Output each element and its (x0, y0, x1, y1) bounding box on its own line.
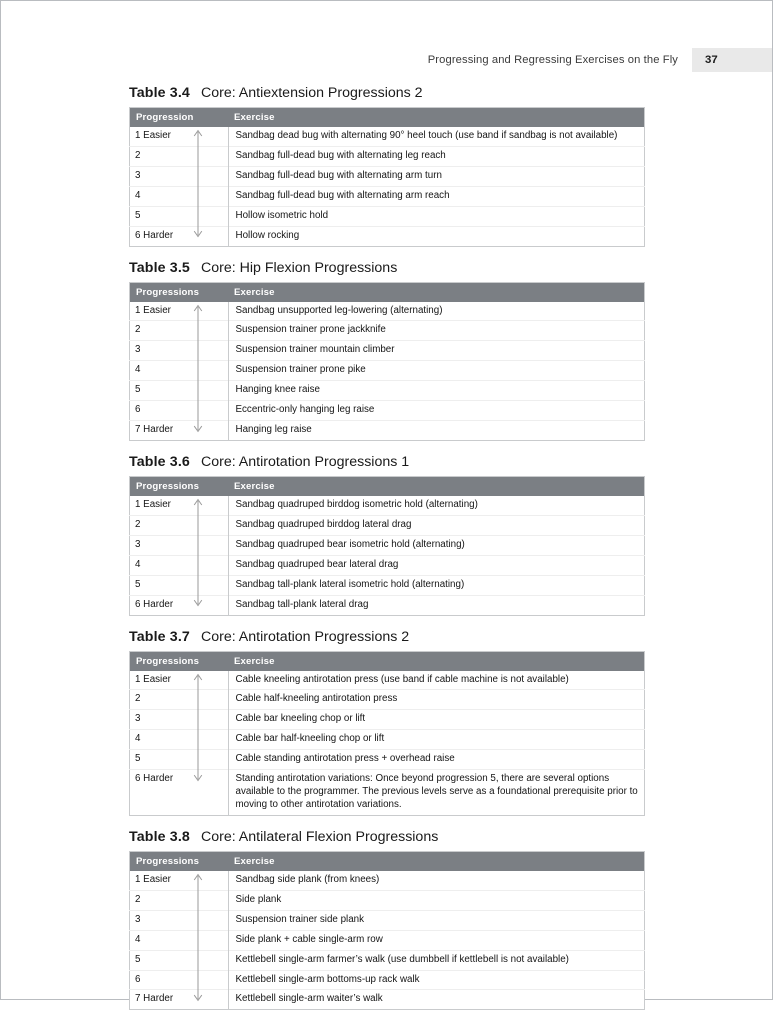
progression-level-cell (130, 910, 229, 930)
progression-level-label: 7 Harder (135, 993, 174, 1005)
table-header-row (130, 282, 645, 302)
progression-level-cell (130, 730, 229, 750)
progression-level-label: 5 (135, 953, 141, 965)
table-row (130, 341, 645, 361)
exercise-cell: Sandbag quadruped birddog lateral drag (228, 515, 645, 535)
page-content (129, 85, 645, 1010)
exercise-cell: Sandbag side plank (from knees) (235, 873, 380, 885)
progression-level-label: 5 (135, 753, 141, 765)
progression-level-label: 5 (135, 384, 141, 396)
exercise-cell: Sandbag unsupported leg-lowering (alternating) (235, 304, 443, 316)
table-row (130, 361, 645, 381)
column-header-exercise: Exercise (228, 651, 645, 671)
table-row (130, 206, 645, 226)
exercise-cell: Side plank + cable single-arm row (228, 930, 645, 950)
exercise-cell: Cable bar half-kneeling chop or lift (228, 730, 645, 750)
table-block (129, 85, 645, 247)
progression-level-cell (130, 321, 229, 341)
page-number: 37 (705, 54, 718, 66)
table-row (130, 575, 645, 595)
exercise-cell: Kettlebell single-arm farmer’s walk (use dumbbell if kettlebell is not available) (228, 950, 645, 970)
progression-level-cell (130, 361, 229, 381)
table-row (130, 910, 645, 930)
column-header-exercise: Exercise (228, 851, 645, 871)
progression-level-label: 2 (135, 324, 141, 336)
progression-level-label: 2 (135, 149, 141, 161)
progression-level-cell (130, 166, 229, 186)
progression-level-label: 3 (135, 169, 141, 181)
progression-level-label: 1 Easier (135, 304, 171, 316)
exercise-cell: Standing antirotation variations: Once beyond progression 5, there are several options available to the programmer. The previous levels serve as a foundational prerequisite prior to moving to other antirotation variations. (228, 770, 645, 816)
exercise-cell: Sandbag full-dead bug with alternating arm reach (228, 186, 645, 206)
table-header-row (130, 108, 645, 128)
table-caption (129, 85, 645, 101)
exercise-cell: Sandbag tall-plank lateral drag (228, 595, 645, 615)
table-block (129, 829, 645, 1010)
exercise-cell: Cable standing antirotation press + overhead raise (228, 750, 645, 770)
exercise-cell: Sandbag quadruped bear isometric hold (alternating) (228, 535, 645, 555)
progression-level-cell (130, 770, 229, 816)
table-caption-number: Table 3.7 (129, 628, 190, 645)
table-row (130, 950, 645, 970)
table-header-row (130, 476, 645, 496)
progression-level-label: 2 (135, 893, 141, 905)
table-wrapper (129, 476, 645, 616)
progression-level-label: 1 Easier (135, 673, 171, 685)
table-caption (129, 829, 645, 845)
progression-level-label: 5 (135, 578, 141, 590)
progression-level-cell (130, 535, 229, 555)
table-block (129, 260, 645, 441)
progression-level-label: 6 Harder (135, 598, 174, 610)
table-wrapper (129, 107, 645, 247)
column-header-progression: Progressions (130, 651, 229, 671)
exercise-cell: Suspension trainer prone pike (228, 361, 645, 381)
progression-level-label: 3 (135, 713, 141, 725)
progression-level-cell (130, 515, 229, 535)
progression-level-label: 6 (135, 404, 141, 416)
progression-level-label: 3 (135, 913, 141, 925)
column-header-progression: Progressions (130, 282, 229, 302)
progression-level-cell (130, 970, 229, 990)
exercise-cell: Suspension trainer mountain climber (228, 341, 645, 361)
progressions-table (129, 282, 645, 441)
exercise-cell: Hanging leg raise (228, 421, 645, 441)
table-block (129, 629, 645, 816)
exercise-cell: Cable bar kneeling chop or lift (228, 710, 645, 730)
column-header-progression: Progression (130, 108, 229, 128)
table-row (130, 166, 645, 186)
table-row (130, 226, 645, 246)
progression-level-label: 6 Harder (135, 773, 174, 785)
table-caption (129, 629, 645, 645)
exercise-cell: Sandbag dead bug with alternating 90° heel touch (use band if sandbag is not available) (235, 130, 618, 141)
progressions-table (129, 107, 645, 247)
table-caption-number: Table 3.5 (129, 259, 190, 276)
progression-level-label: 1 Easier (135, 498, 171, 510)
exercise-cell: Hollow rocking (228, 226, 645, 246)
table-row (130, 770, 645, 816)
progression-level-cell (130, 575, 229, 595)
table-caption-number: Table 3.6 (129, 453, 190, 470)
progression-level-cell (130, 496, 229, 515)
table-row (130, 690, 645, 710)
column-header-progression: Progressions (130, 476, 229, 496)
progression-level-cell (130, 127, 229, 146)
exercise-cell: Sandbag full-dead bug with alternating leg reach (228, 146, 645, 166)
table-header-row (130, 651, 645, 671)
table-caption-title: Core: Antilateral Flexion Progressions (200, 828, 439, 845)
progression-level-cell (130, 710, 229, 730)
table-row (130, 127, 645, 146)
table-row (130, 890, 645, 910)
table-caption-title: Core: Antiextension Progressions 2 (200, 85, 423, 101)
table-caption-title: Core: Antirotation Progressions 2 (200, 628, 410, 645)
exercise-cell: Suspension trainer side plank (228, 910, 645, 930)
progression-level-cell (130, 950, 229, 970)
table-caption-number: Table 3.4 (129, 85, 190, 101)
exercise-cell: Sandbag full-dead bug with alternating arm turn (228, 166, 645, 186)
progression-level-label: 4 (135, 933, 141, 945)
exercise-cell: Cable kneeling antirotation press (use band if cable machine is not available) (235, 673, 569, 685)
table-row (130, 381, 645, 401)
table-row (130, 871, 645, 890)
progression-level-label: 1 Easier (135, 130, 171, 141)
table-row (130, 401, 645, 421)
table-row (130, 146, 645, 166)
table-row (130, 930, 645, 950)
progression-level-cell (130, 890, 229, 910)
table-row (130, 302, 645, 321)
table-row (130, 186, 645, 206)
progression-level-cell (130, 302, 229, 321)
progressions-table (129, 651, 645, 816)
table-row (130, 555, 645, 575)
table-row (130, 671, 645, 690)
progression-level-cell (130, 206, 229, 226)
column-header-exercise: Exercise (228, 476, 645, 496)
table-header-row (130, 851, 645, 871)
progression-level-label: 4 (135, 189, 141, 201)
exercise-cell: Kettlebell single-arm bottoms-up rack walk (228, 970, 645, 990)
progression-level-cell (130, 421, 229, 441)
table-caption (129, 454, 645, 470)
table-row (130, 321, 645, 341)
progression-level-label: 7 Harder (135, 424, 174, 436)
exercise-cell: Sandbag quadruped bear lateral drag (228, 555, 645, 575)
progression-level-cell (130, 555, 229, 575)
progression-level-label: 4 (135, 364, 141, 376)
table-block (129, 454, 645, 616)
progression-level-cell (130, 690, 229, 710)
table-caption-title: Core: Hip Flexion Progressions (200, 259, 398, 276)
table-row (130, 710, 645, 730)
exercise-cell: Eccentric-only hanging leg raise (228, 401, 645, 421)
table-row (130, 496, 645, 515)
progression-level-label: 3 (135, 344, 141, 356)
progression-level-label: 6 (135, 973, 141, 985)
table-wrapper (129, 651, 645, 816)
exercise-cell: Sandbag tall-plank lateral isometric hold (alternating) (228, 575, 645, 595)
progression-level-cell (130, 146, 229, 166)
table-row (130, 750, 645, 770)
progression-level-cell (130, 381, 229, 401)
progression-level-label: 2 (135, 693, 141, 705)
progression-level-cell (130, 341, 229, 361)
column-header-progression: Progressions (130, 851, 229, 871)
table-row (130, 535, 645, 555)
exercise-cell: Hanging knee raise (228, 381, 645, 401)
progression-level-cell (130, 401, 229, 421)
table-caption (129, 260, 645, 276)
progression-level-label: 5 (135, 209, 141, 221)
table-row (130, 595, 645, 615)
exercise-cell: Sandbag quadruped birddog isometric hold (alternating) (235, 498, 478, 510)
table-row (130, 730, 645, 750)
column-header-exercise: Exercise (228, 108, 645, 128)
progression-level-cell (130, 595, 229, 615)
progressions-table (129, 476, 645, 616)
page-number-box (692, 48, 772, 72)
table-row (130, 970, 645, 990)
table-caption-number: Table 3.8 (129, 828, 190, 845)
table-wrapper (129, 282, 645, 441)
table-row (130, 421, 645, 441)
progression-level-label: 4 (135, 733, 141, 745)
column-header-exercise: Exercise (228, 282, 645, 302)
progression-level-cell (130, 930, 229, 950)
progression-level-label: 1 Easier (135, 873, 171, 885)
progression-level-label: 3 (135, 538, 141, 550)
table-wrapper (129, 851, 645, 1010)
progression-level-cell (130, 186, 229, 206)
exercise-cell: Side plank (228, 890, 645, 910)
exercise-cell: Suspension trainer prone jackknife (228, 321, 645, 341)
progression-level-label: 2 (135, 518, 141, 530)
progression-level-label: 6 Harder (135, 229, 174, 241)
exercise-cell: Hollow isometric hold (228, 206, 645, 226)
progression-level-label: 4 (135, 558, 141, 570)
progressions-table (129, 851, 645, 1010)
exercise-cell: Kettlebell single-arm waiter’s walk (228, 990, 645, 1010)
running-header-title: Progressing and Regressing Exercises on the Fly (427, 54, 678, 66)
exercise-cell: Cable half-kneeling antirotation press (228, 690, 645, 710)
table-caption-title: Core: Antirotation Progressions 1 (200, 453, 410, 470)
progression-level-cell (130, 671, 229, 690)
progression-level-cell (130, 226, 229, 246)
table-row (130, 515, 645, 535)
progression-level-cell (130, 871, 229, 890)
running-header (1, 48, 772, 72)
progression-level-cell (130, 750, 229, 770)
